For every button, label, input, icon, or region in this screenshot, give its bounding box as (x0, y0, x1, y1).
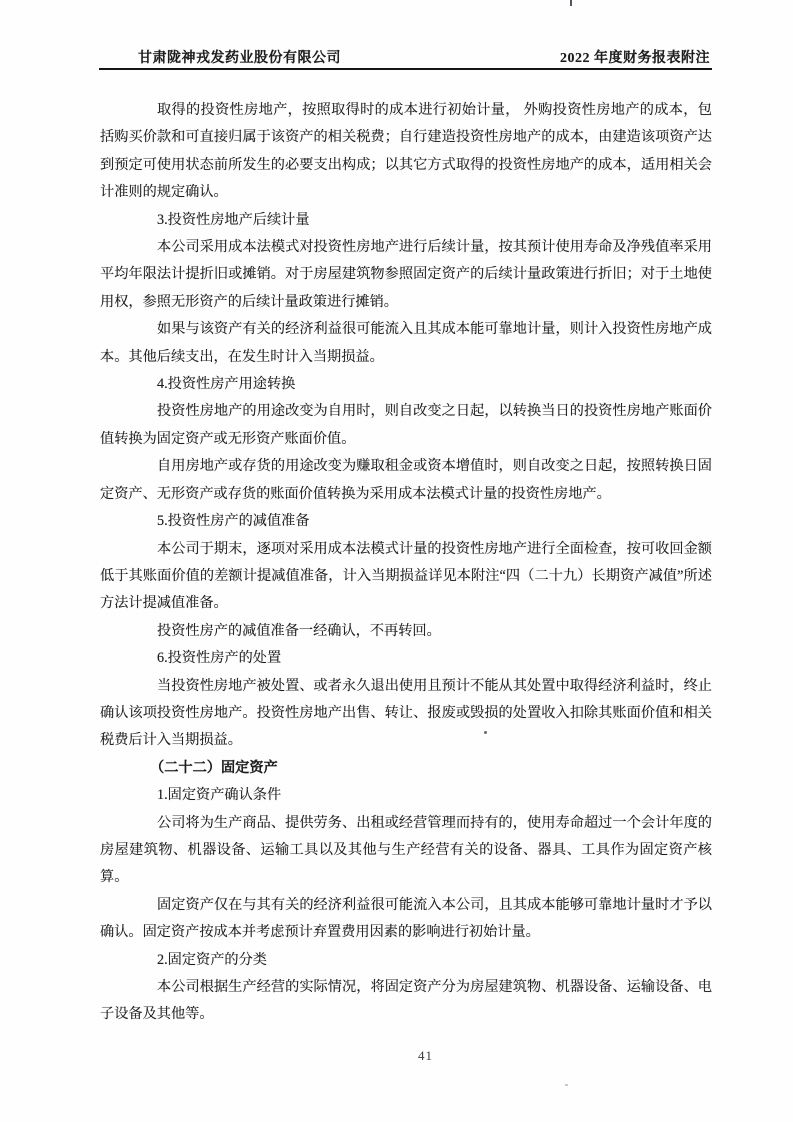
paragraph-investment-property-initial-measurement: 取得的投资性房地产，按照取得时的成本进行初始计量， 外购投资性房地产的成本，包括购买价款和可直接归属于该资产的相关税费；自行建造投资性房地产的成本，由建造该项资产达到预定可使用状态前所发生的必要支出构成；以其它方式取得的投资性房地产的成本，适用相关会计准则的规定确认。 (100, 102, 712, 201)
scan-artifact-middle (484, 731, 487, 734)
heading-6-disposal: 6.投资性房产的处置 (157, 650, 282, 667)
heading-1-fixed-asset-recognition: 1.固定资产确认条件 (157, 787, 282, 804)
paragraph-impairment-no-reversal: 投资性房产的减值准备一经确认，不再转回。 (157, 622, 441, 639)
page-number: 41 (418, 1048, 433, 1063)
scan-artifact-bottom (565, 1084, 568, 1086)
header-company-name: 甘肃陇神戎发药业股份有限公司 (138, 51, 341, 66)
header-rule (99, 68, 712, 70)
heading-5-impairment-provision: 5.投资性房产的减值准备 (157, 513, 310, 530)
heading-4-purpose-conversion: 4.投资性房产用途转换 (157, 376, 296, 393)
paragraph-impairment-check: 本公司于期末，逐项对采用成本法模式计量的投资性房地产进行全面检查，按可收回金额低于其账面价值的差额计提减值准备，计入当期损益详见本附注“四（二十九）长期资产减值”所述方法计提减值准备。 (100, 540, 712, 612)
paragraph-fixed-asset-definition: 公司将为生产商品、提供劳务、出租或经营管理而持有的，使用寿命超过一个会计年度的房屋建筑物、机器设备、运输工具以及其他与生产经营有关的设备、器具、工具作为固定资产核算。 (100, 814, 712, 886)
document-body (100, 97, 712, 1029)
paragraph-subsequent-expenditure: 如果与该资产有关的经济利益很可能流入且其成本能可靠地计量，则计入投资性房地产成本。其他后续支出，在发生时计入当期损益。 (100, 321, 712, 365)
heading-22-fixed-assets: （二十二）固定资产 (150, 759, 278, 776)
paragraph-disposal-recognition: 当投资性房地产被处置、或者永久退出使用且预计不能从其处置中取得经济利益时，终止确认该项投资性房地产。投资性房地产出售、转让、报废或毁损的处置收入扣除其账面价值和相关税费后计入当期损益。 (100, 677, 712, 749)
heading-2-fixed-asset-classification: 2.固定资产的分类 (157, 951, 267, 968)
paragraph-conversion-to-own-use: 投资性房地产的用途改变为自用时，则自改变之日起，以转换当日的投资性房地产账面价值转换为固定资产或无形资产账面价值。 (100, 403, 712, 447)
paragraph-cost-model-depreciation: 本公司采用成本法模式对投资性房地产进行后续计量，按其预计使用寿命及净残值率采用平均年限法计提折旧或摊销。对于房屋建筑物参照固定资产的后续计量政策进行折旧；对于土地使用权，参照无形资产的后续计量政策进行摊销。 (100, 239, 712, 310)
header-doc-title: 2022 年度财务报表附注 (560, 51, 710, 66)
heading-3-subsequent-measurement: 3.投资性房地产后续计量 (157, 211, 310, 228)
scan-artifact-top (570, 0, 572, 6)
paragraph-fixed-asset-categories: 本公司根据生产经营的实际情况，将固定资产分为房屋建筑物、机器设备、运输设备、电子设备及其他等。 (100, 979, 712, 1023)
paragraph-conversion-to-investment-property: 自用房地产或存货的用途改变为赚取租金或资本增值时，则自改变之日起，按照转换日固定资产、无形资产或存货的账面价值转换为采用成本法模式计量的投资性房地产。 (100, 458, 712, 502)
paragraph-fixed-asset-initial-measurement: 固定资产仅在与其有关的经济利益很可能流入本公司，且其成本能够可靠地计量时才予以确认。固定资产按成本并考虑预计弃置费用因素的影响进行初始计量。 (100, 896, 712, 941)
